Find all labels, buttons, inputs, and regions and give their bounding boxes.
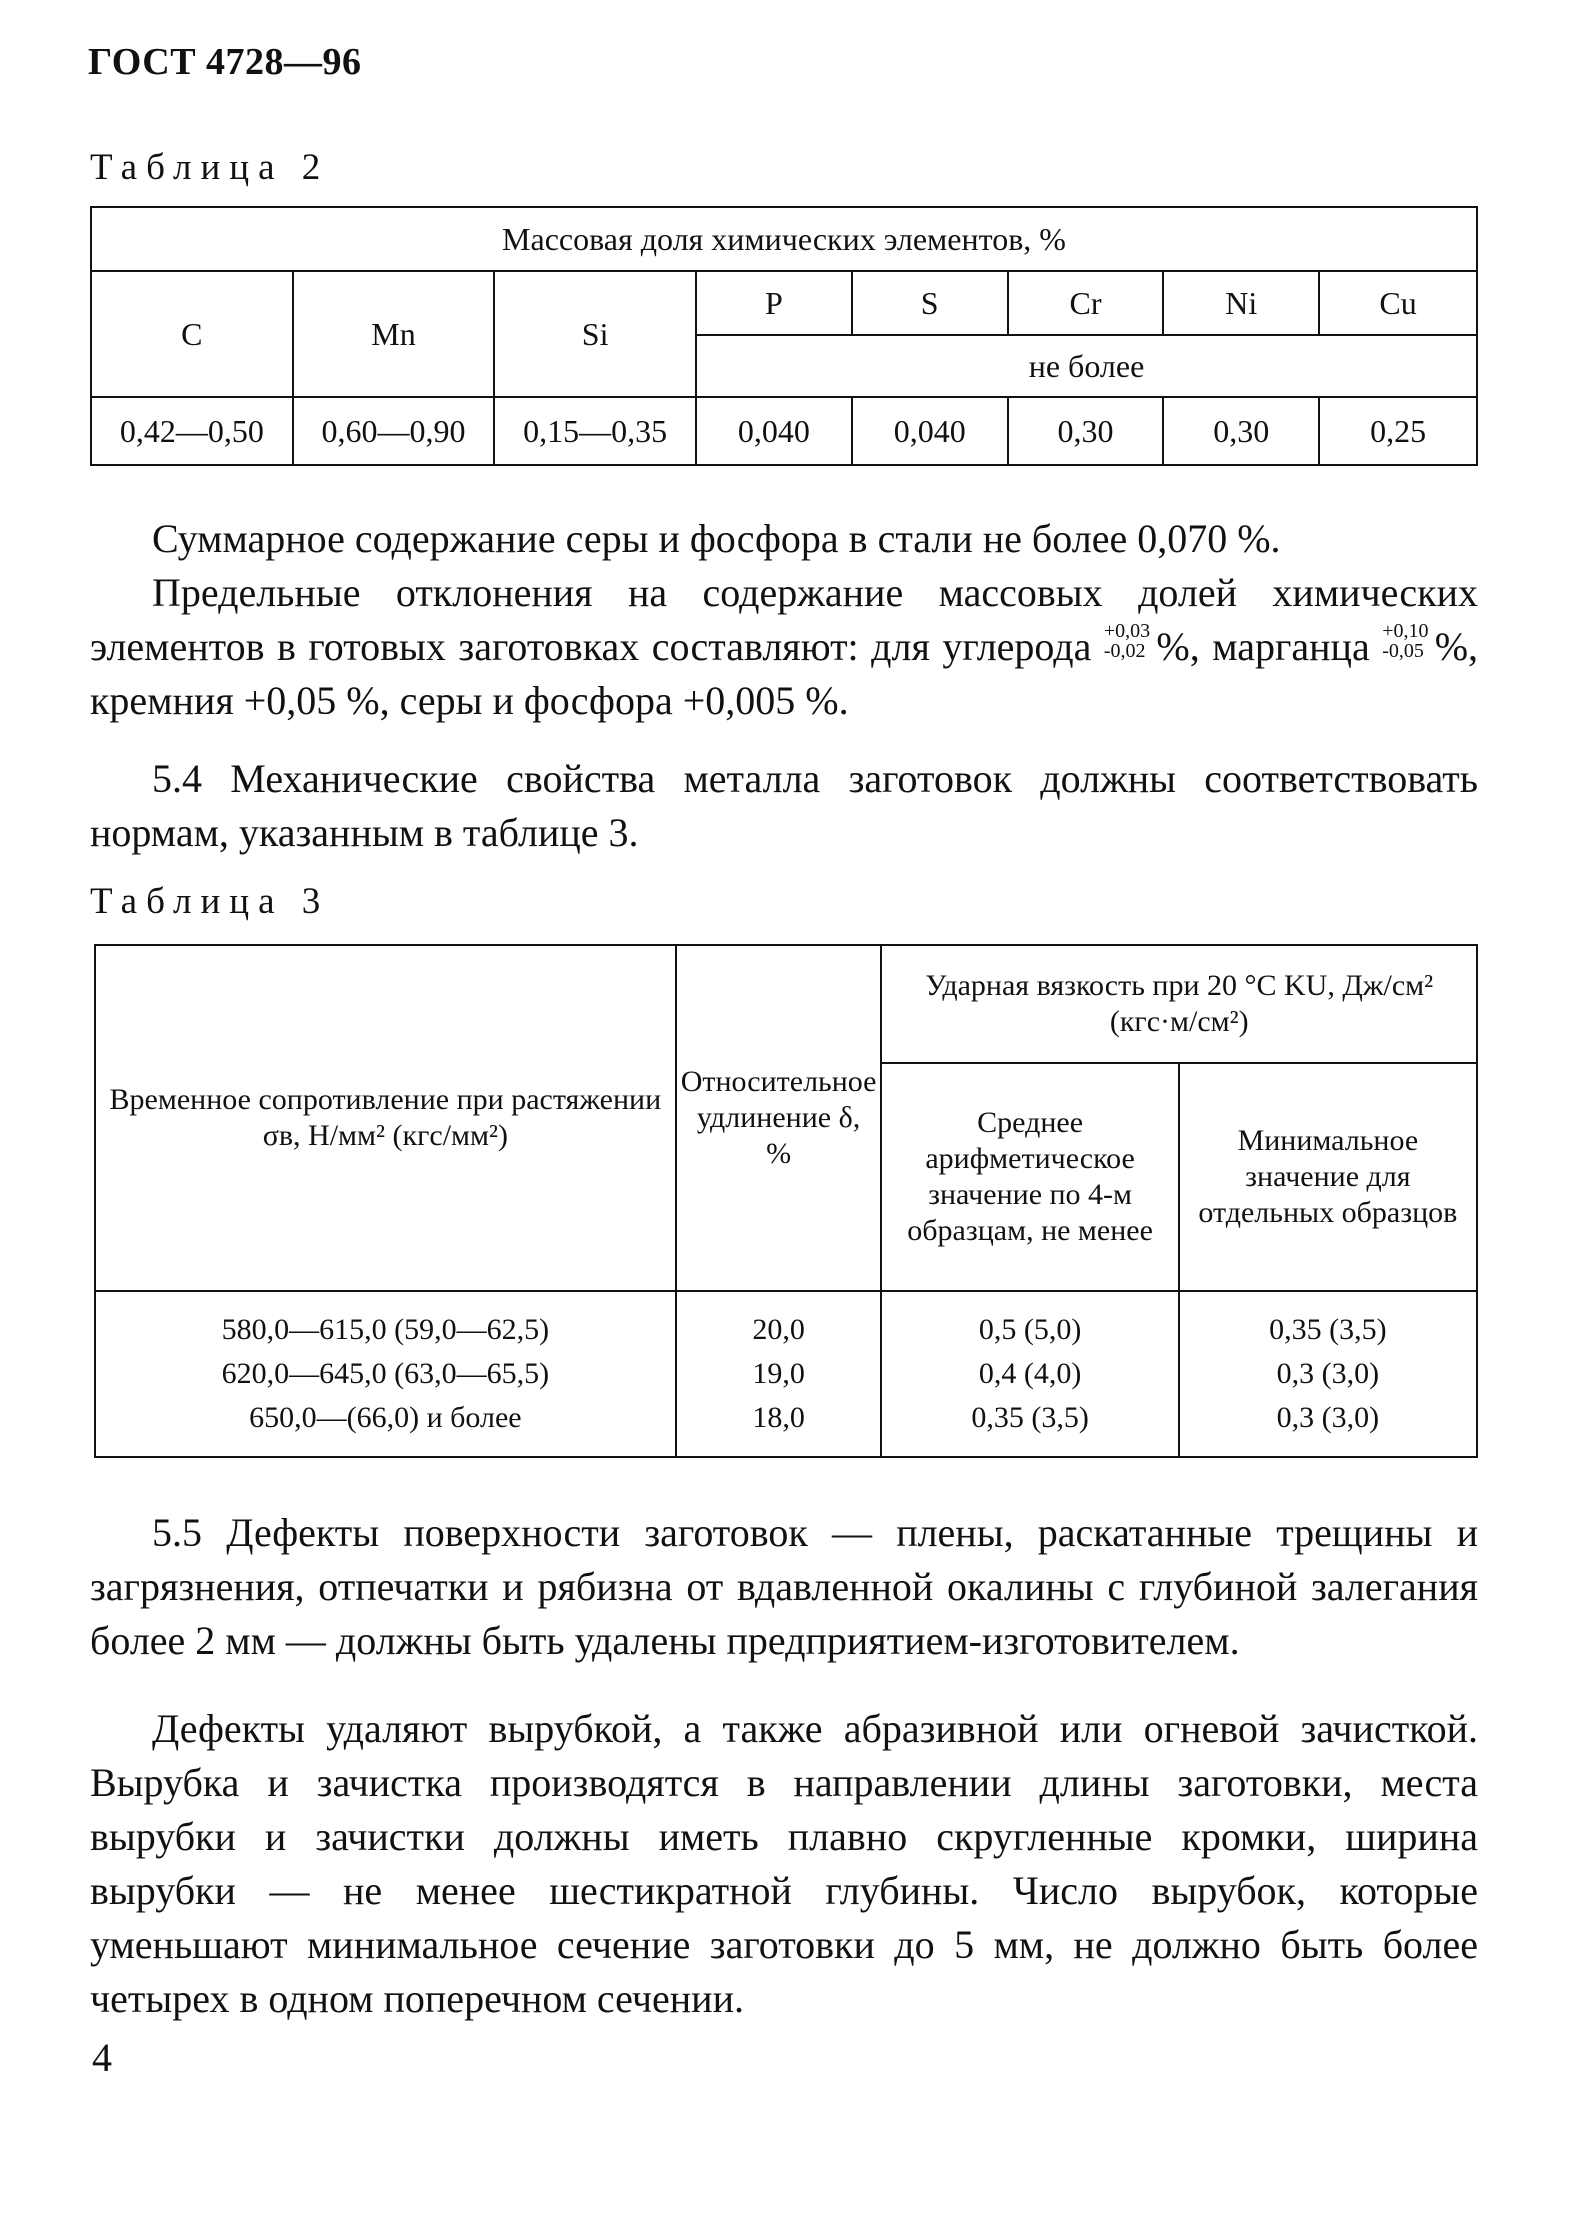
paragraph-5-5: 5.5 Дефекты поверхности заготовок — плены, раскатанные трещины и загрязнения, отпечатки и рябизна от вдавленной окалины с глубиной залегания более 2 мм — должны быть удалены предприятием-изготовителем. [90,1510,1478,1663]
value-p: 0,040 [696,397,852,465]
chemical-composition-table [90,206,1478,466]
minimum-values-cell [1179,1291,1477,1457]
elongation-value: 18,0 [752,1401,805,1434]
paragraph-5-4: 5.4 Механические свойства металла заготовок должны соответствовать нормам, указанным в таблице 3. [90,756,1478,855]
value-c: 0,42—0,50 [91,397,293,465]
not-more-than-note: не более [696,335,1477,397]
standard-header: ГОСТ 4728—96 [88,41,362,83]
elongation-value: 20,0 [752,1313,805,1346]
minimum-value: 0,3 (3,0) [1276,1401,1380,1434]
column-header-cu: Cu [1319,271,1477,335]
strength-value: 620,0—645,0 (63,0—65,5) [221,1357,550,1390]
average-value: 0,35 (3,5) [971,1401,1089,1434]
manganese-tolerance: +0,10 -0,05 [1382,620,1429,662]
value-cr: 0,30 [1008,397,1164,465]
value-ni: 0,30 [1163,397,1319,465]
value-mn: 0,60—0,90 [293,397,495,465]
column-header-si: Si [494,271,696,397]
column-header-s: S [852,271,1008,335]
carbon-tolerance: +0,03 -0,02 [1103,620,1151,662]
value-cu: 0,25 [1319,397,1477,465]
column-header-mn: Mn [293,271,495,397]
mass-fraction-header: Массовая доля химических элементов, % [91,207,1477,271]
tensile-strength-header: Временное сопротивление при растяжении σв, Н/мм² (кгс/мм²) [95,945,676,1291]
elongation-value: 19,0 [752,1357,805,1390]
table3-caption: Таблица 3 [90,881,330,922]
value-si: 0,15—0,35 [494,397,696,465]
paragraph-sulfur-phosphorus: Суммарное содержание серы и фосфора в стали не более 0,070 %. [152,516,1281,561]
average-values-cell [881,1291,1178,1457]
paragraph-defect-removal: Дефекты удаляют вырубкой, а также абразивной или огневой зачисткой. Вырубка и зачистка производятся в направлении длины заготовки, места вырубки и зачистки должны иметь плавно скругленные кромки, ширина вырубки — не менее шестикратной глубины. Число вырубок, которые уменьшают минимальное сечение заготовки до 5 мм, не должно быть более четырех в одном поперечном сечении. [90,1706,1478,2021]
strength-values-cell [95,1291,676,1457]
elongation-header: Относительное удлинение δ, % [676,945,882,1291]
average-value-header: Среднее арифметическое значение по 4-м образцам, не менее [881,1063,1178,1291]
column-header-p: P [696,271,852,335]
impact-strength-header: Ударная вязкость при 20 °С KU, Дж/см² (кгс·м/см²) [881,945,1477,1063]
average-value: 0,4 (4,0) [978,1357,1082,1390]
page-number: 4 [92,2035,112,2080]
elongation-values-cell [676,1291,882,1457]
strength-value: 650,0—(66,0) и более [249,1401,522,1434]
paragraph-tolerances: Предельные отклонения на содержание массовых долей химических элементов в готовых заготовках составляют: для углерода +0,03 -0,02 %, марганца +0,10 -0,05 %, кремния +0,05 %, серы и фосфора +0,005 %. [90,570,1479,723]
column-header-ni: Ni [1163,271,1319,335]
column-header-c: C [91,271,293,397]
column-header-cr: Cr [1008,271,1164,335]
minimum-value: 0,35 (3,5) [1269,1313,1387,1346]
average-value: 0,5 (5,0) [978,1313,1082,1346]
table2-caption: Таблица 2 [90,147,330,188]
strength-value: 580,0—615,0 (59,0—62,5) [221,1313,550,1346]
minimum-value-header: Минимальное значение для отдельных образцов [1179,1063,1477,1291]
value-s: 0,040 [852,397,1008,465]
minimum-value: 0,3 (3,0) [1276,1357,1380,1390]
mechanical-properties-table [94,944,1478,1458]
